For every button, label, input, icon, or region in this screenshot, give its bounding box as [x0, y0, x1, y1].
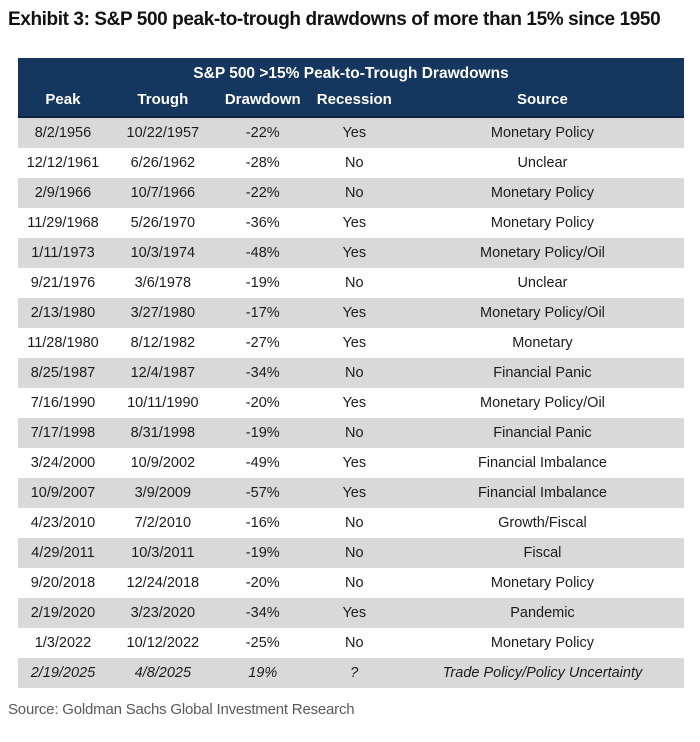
- table-row: [18, 298, 684, 328]
- cell-drawdown: -28%: [245, 155, 280, 171]
- cell-trough: 10/11/1990: [127, 395, 199, 411]
- cell-recession: No: [345, 365, 364, 381]
- cell-source: Trade Policy/Policy Uncertainty: [442, 665, 643, 681]
- cell-source: Financial Panic: [493, 365, 592, 381]
- cell-trough: 3/27/1980: [130, 305, 196, 321]
- cell-source: Fiscal: [523, 545, 562, 561]
- cell-recession: Yes: [342, 305, 367, 321]
- cell-trough: 12/4/1987: [130, 365, 196, 381]
- column-header-recession: Recession: [316, 91, 392, 108]
- cell-recession: Yes: [342, 335, 367, 351]
- cell-peak: 9/20/2018: [30, 575, 96, 591]
- cell-source: Monetary Policy/Oil: [479, 305, 605, 321]
- cell-peak: 10/9/2007: [30, 485, 96, 501]
- cell-peak: 7/17/1998: [30, 425, 96, 441]
- cell-source: Unclear: [517, 275, 568, 291]
- cell-recession: Yes: [342, 245, 367, 261]
- cell-source: Monetary Policy: [490, 215, 595, 231]
- table-row: [18, 478, 684, 508]
- table-row: [18, 568, 684, 598]
- cell-peak: 4/23/2010: [30, 515, 96, 531]
- cell-recession: No: [345, 515, 364, 531]
- cell-trough: 10/7/1966: [130, 185, 196, 201]
- table-row: [18, 118, 684, 148]
- cell-source: Monetary Policy/Oil: [479, 245, 605, 261]
- cell-trough: 10/3/1974: [130, 245, 196, 261]
- cell-recession: No: [345, 545, 364, 561]
- table-row: [18, 508, 684, 538]
- cell-peak: 12/12/1961: [26, 155, 100, 171]
- cell-trough: 7/2/2010: [134, 515, 192, 531]
- cell-drawdown: -22%: [245, 185, 280, 201]
- table-header: [18, 58, 684, 118]
- cell-peak: 2/9/1966: [34, 185, 92, 201]
- cell-drawdown: -22%: [245, 125, 280, 141]
- cell-peak: 1/11/1973: [31, 245, 95, 261]
- cell-peak: 1/3/2022: [34, 635, 92, 651]
- cell-peak: 11/28/1980: [27, 335, 99, 351]
- cell-recession: No: [345, 275, 364, 291]
- table-row: [18, 658, 684, 688]
- cell-source: Monetary Policy: [490, 635, 595, 651]
- cell-peak: 8/2/1956: [34, 125, 92, 141]
- cell-drawdown: -19%: [245, 425, 280, 441]
- table-row: [18, 328, 684, 358]
- cell-source: Monetary: [512, 335, 573, 351]
- table-row: [18, 448, 684, 478]
- cell-peak: 11/29/1968: [27, 215, 99, 231]
- table-row: [18, 598, 684, 628]
- cell-peak: 2/19/2020: [30, 605, 96, 621]
- column-header-source: Source: [517, 91, 568, 108]
- cell-trough: 5/26/1970: [130, 215, 196, 231]
- cell-drawdown: -48%: [245, 245, 280, 261]
- cell-source: Monetary Policy: [490, 575, 595, 591]
- cell-trough: 10/9/2002: [130, 455, 196, 471]
- cell-trough: 12/24/2018: [126, 575, 200, 591]
- cell-trough: 8/31/1998: [130, 425, 196, 441]
- cell-drawdown: -49%: [245, 455, 280, 471]
- cell-trough: 3/23/2020: [130, 605, 196, 621]
- cell-source: Monetary Policy: [490, 125, 595, 141]
- cell-drawdown: -20%: [245, 395, 280, 411]
- cell-drawdown: -25%: [245, 635, 280, 651]
- cell-drawdown: 19%: [248, 665, 278, 681]
- column-header-trough: Trough: [137, 91, 189, 108]
- column-header-peak: Peak: [45, 91, 81, 108]
- cell-drawdown: -17%: [245, 305, 280, 321]
- column-header-drawdown: Drawdown: [224, 91, 301, 108]
- table-row: [18, 268, 684, 298]
- cell-peak: 9/21/1976: [30, 275, 96, 291]
- table-row: [18, 208, 684, 238]
- cell-recession: Yes: [342, 485, 367, 501]
- cell-recession: No: [345, 635, 364, 651]
- exhibit-title: Exhibit 3: S&P 500 peak-to-trough drawdowns of more than 15% since 1950: [8, 9, 661, 30]
- table-body: [18, 118, 684, 688]
- cell-drawdown: -27%: [245, 335, 280, 351]
- table-row: [18, 388, 684, 418]
- cell-source: Growth/Fiscal: [498, 515, 587, 531]
- cell-recession: Yes: [342, 215, 367, 231]
- cell-source: Monetary Policy: [490, 185, 595, 201]
- table-row: [18, 418, 684, 448]
- cell-recession: No: [345, 155, 364, 171]
- cell-peak: 3/24/2000: [30, 455, 96, 471]
- cell-drawdown: -57%: [245, 485, 280, 501]
- cell-recession: ?: [350, 665, 359, 681]
- cell-trough: 6/26/1962: [130, 155, 196, 171]
- cell-peak: 2/19/2025: [30, 665, 96, 681]
- column-header-row: [18, 86, 684, 116]
- cell-drawdown: -36%: [245, 215, 280, 231]
- cell-trough: 4/8/2025: [134, 665, 192, 681]
- table-row: [18, 148, 684, 178]
- cell-recession: Yes: [342, 605, 367, 621]
- cell-source: Financial Imbalance: [477, 485, 607, 501]
- cell-recession: No: [345, 185, 364, 201]
- cell-source: Monetary Policy/Oil: [479, 395, 605, 411]
- cell-peak: 2/13/1980: [30, 305, 96, 321]
- table-row: [18, 358, 684, 388]
- cell-trough: 10/22/1957: [126, 125, 200, 141]
- cell-recession: No: [345, 575, 364, 591]
- source-note: Source: Goldman Sachs Global Investment Research: [8, 701, 355, 718]
- cell-trough: 3/6/1978: [134, 275, 192, 291]
- cell-peak: 7/16/1990: [30, 395, 96, 411]
- table-title: S&P 500 >15% Peak-to-Trough Drawdowns: [193, 65, 509, 82]
- cell-trough: 10/3/2011: [131, 545, 195, 561]
- cell-drawdown: -20%: [245, 575, 280, 591]
- cell-source: Pandemic: [510, 605, 575, 621]
- cell-source: Financial Imbalance: [477, 455, 607, 471]
- cell-recession: Yes: [342, 395, 367, 411]
- drawdowns-table: [18, 58, 684, 688]
- cell-trough: 8/12/1982: [130, 335, 196, 351]
- cell-drawdown: -16%: [245, 515, 280, 531]
- cell-recession: Yes: [342, 125, 367, 141]
- cell-trough: 3/9/2009: [134, 485, 192, 501]
- cell-drawdown: -34%: [245, 365, 280, 381]
- table-row: [18, 238, 684, 268]
- table-row: [18, 178, 684, 208]
- cell-drawdown: -19%: [245, 545, 280, 561]
- cell-source: Financial Panic: [493, 425, 592, 441]
- cell-source: Unclear: [517, 155, 568, 171]
- cell-recession: Yes: [342, 455, 367, 471]
- cell-trough: 10/12/2022: [126, 635, 200, 651]
- cell-recession: No: [345, 425, 364, 441]
- cell-drawdown: -34%: [245, 605, 280, 621]
- table-row: [18, 628, 684, 658]
- table-row: [18, 538, 684, 568]
- cell-peak: 4/29/2011: [31, 545, 95, 561]
- cell-peak: 8/25/1987: [30, 365, 96, 381]
- cell-drawdown: -19%: [245, 275, 280, 291]
